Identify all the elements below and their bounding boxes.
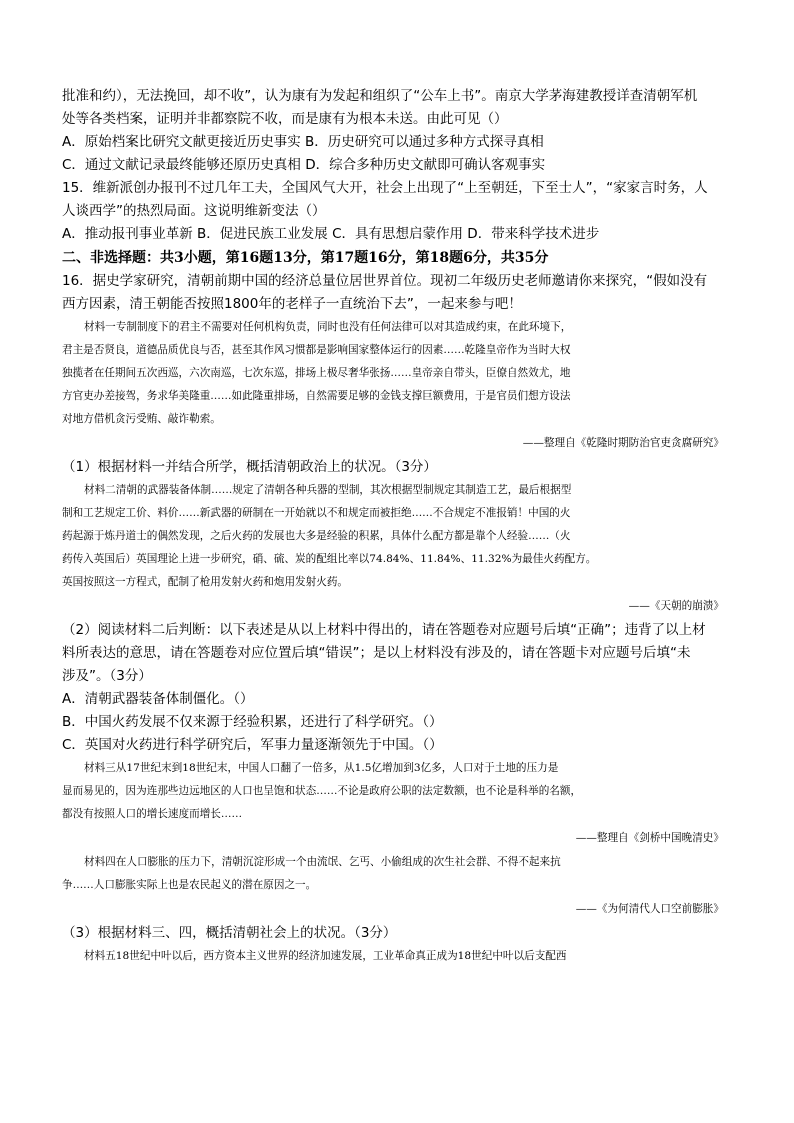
text-line: 批准和约），无法挽回，却不收”，认为康有为发起和组织了“公车上书”。南京大学茅海建教授详查清朝军机 [62, 88, 698, 104]
material-1-source: ——整理自《乾隆时期防治官吏贪腐研究》 [522, 437, 724, 449]
sub-question-2-line: （2）阅读材料二后判断：以下表述是从以上材料中得出的，请在答题卷对应题号后填“正确”；违背了以上材 [62, 622, 706, 638]
material-1-line: 方官吏办差接驾，务求华美隆重……如此隆重排场，自然需要足够的金钱支撑巨额费用，于是官员们想方设法 [62, 390, 571, 402]
judgement-item: A．清朝武器装备体制僵化。（） [62, 691, 254, 707]
material-2-line: 英国按照这一方程式，配制了枪用发射火药和炮用发射火药。 [62, 576, 349, 588]
sub-question-2-line: 涉及”。（3分） [62, 668, 152, 684]
material-1-line: 材料一专制制度下的君主不需要对任何机构负责，同时也没有任何法律可以对其造成约束，在此环境下， [84, 321, 572, 333]
sub-question-1: （1）根据材料一并结合所学，概括清朝政治上的状况。（3分） [62, 459, 437, 475]
material-2-line: 药起源于炼丹道士的偶然发现，之后火药的发展也大多是经验的积累，具体什么配方都是靠个人经验……（火 [62, 530, 571, 542]
question-15-line: 人谈西学”的热烈局面。这说明维新变法（） [62, 203, 326, 219]
question-16-line: 16．据史学家研究，清朝前期中国的经济总量位居世界首位。现初二年级历史老师邀请你来探究，“假如没有 [62, 273, 708, 289]
question-15-line: 15．维新派创办报刊不过几年工夫，全国风气大开，社会上出现了“上至朝廷，下至士人”，“家家言时务，人 [62, 180, 708, 196]
material-4-source: ——《为何清代人口空前膨胀》 [575, 903, 724, 915]
material-2-line: 制和工艺规定工价、料价……新武器的研制在一开始就以不和规定而被拒绝……不合规定不准报销！中国的火 [62, 507, 571, 519]
material-3-line: 显而易见的，因为连那些边远地区的人口也呈饱和状态……不论是政府公职的法定数额，也不论是科举的名额， [62, 785, 582, 797]
material-2-line: 材料二清朝的武器装备体制……规定了清朝各种兵器的型制，其次根据型制规定其制造工艺，最后根据型 [84, 484, 572, 496]
material-3-source: ——整理自《剑桥中国晚清史》 [575, 832, 724, 844]
material-2-line: 药传入英国后）英国理论上进一步研究，硝、硫、炭的配组比率以74.84%、11.84%、11.32%为最佳火药配方。 [62, 553, 597, 565]
judgement-item: B．中国火药发展不仅来源于经验积累，还进行了科学研究。（） [62, 714, 443, 730]
sub-question-3: （3）根据材料三、四，概括清朝社会上的状况。（3分） [62, 925, 397, 941]
option-line: C．通过文献记录最终能够还原历史真相 D．综合多种历史文献即可确认客观事实 [62, 157, 546, 173]
material-1-line: 君主是否贤良，道德品质优良与否，甚至其作风习惯都是影响国家整体运行的因素……乾隆皇帝作为当时大权 [62, 344, 571, 356]
sub-question-2-line: 料所表达的意思，请在答题卷对应位置后填“错误”；是以上材料没有涉及的，请在答题卡对应题号后填“未 [62, 645, 691, 661]
exam-page [62, 85, 732, 968]
material-1-line: 独揽者在任期间五次西巡，六次南巡，七次东巡，排场上极尽奢华张扬……皇帝亲自带头，臣僚自然效尤，地 [62, 367, 571, 379]
option-line: A．原始档案比研究文献更接近历史事实 B．历史研究可以通过多种方式探寻真相 [62, 134, 544, 150]
material-3-line: 都没有按照人口的增长速度而增长…… [62, 808, 243, 820]
material-4-line: 争……人口膨胀实际上也是农民起义的潜在原因之一。 [62, 879, 317, 891]
material-3-line: 材料三从17世纪末到18世纪末，中国人口翻了一倍多，从1.5亿增加到3亿多，人口对于土地的压力是 [84, 762, 559, 774]
judgement-item: C．英国对火药进行科学研究后，军事力量逐渐领先于中国。（） [62, 737, 443, 753]
material-5-line: 材料五18世纪中叶以后，西方资本主义世界的经济加速发展，工业革命真正成为18世纪中叶以后支配西 [84, 950, 567, 962]
option-line: A．推动报刊事业革新 B．促进民族工业发展 C．具有思想启蒙作用 D．带来科学技术进步 [62, 226, 600, 242]
text-line: 处等各类档案，证明并非都察院不收，而是康有为根本未送。由此可见（） [62, 111, 508, 127]
material-2-source: ——《天朝的崩溃》 [628, 600, 724, 612]
material-1-line: 对地方借机贪污受贿、敲诈勒索。 [62, 413, 221, 425]
material-4-line: 材料四在人口膨胀的压力下，清朝沉淀形成一个由流氓、乞丐、小偷组成的次生社会群、不得不起来抗 [84, 856, 561, 868]
section-heading: 二、非选择题：共3小题，第16题13分，第17题16分，第18题6分，共35分 [62, 250, 549, 266]
question-16-line: 西方因素，清王朝能否按照1800年的老样子一直统治下去”，一起来参与吧！ [62, 296, 522, 312]
